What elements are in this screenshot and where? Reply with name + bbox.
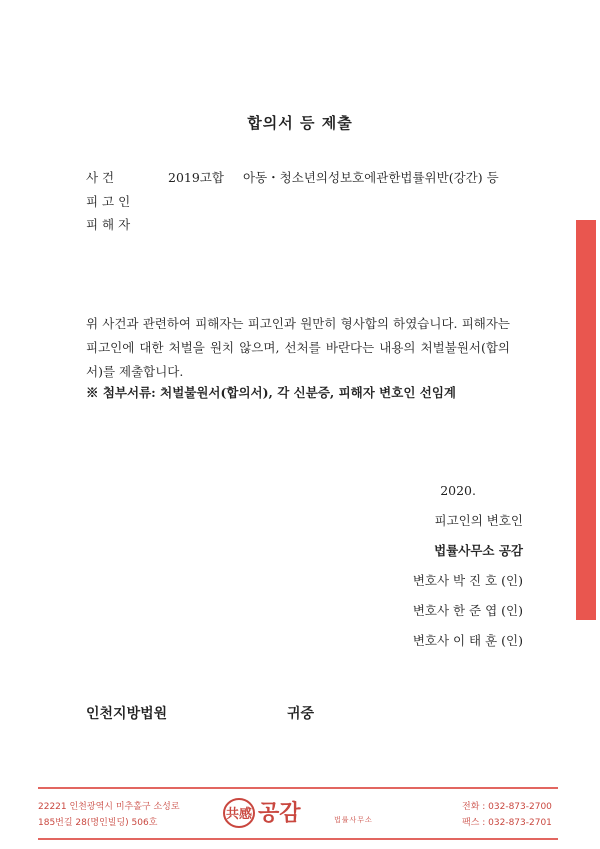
defendant-label: 피 고 인 — [86, 194, 131, 209]
attachment-list: ※ 첨부서류: 처벌불원서(합의서), 각 신분증, 피해자 변호인 선임계 — [86, 385, 456, 400]
lawyer-3: 변호사 이 태 훈 (인) — [412, 633, 523, 648]
court-name: 인천지방법원 — [86, 706, 168, 722]
fax-number: 팩스 : 032-873-2701 — [462, 818, 552, 828]
victim-label: 피 해 자 — [86, 217, 131, 232]
side-accent-bar — [576, 220, 596, 620]
address-line-2: 185번길 28(명인빌딩) 506호 — [38, 818, 158, 828]
footer-contact — [462, 799, 552, 831]
court-suffix: 귀중 — [287, 706, 315, 722]
firm-logo-sub: 법률사무소 — [334, 816, 373, 824]
address-line-1: 22221 인천광역시 미추홀구 소성로 — [38, 802, 180, 812]
footer-bottom-line — [38, 838, 558, 840]
firm-seal-icon — [222, 797, 256, 829]
phone-number: 전화 : 032-873-2700 — [462, 802, 552, 812]
counsel-title: 피고인의 변호인 — [434, 513, 523, 528]
footer-address — [38, 799, 180, 831]
case-number: 2019고합 — [168, 170, 224, 185]
firm-name: 법률사무소 공감 — [434, 543, 523, 558]
seal-text: 共感 — [225, 807, 253, 822]
firm-logo-text: 공감 — [258, 801, 301, 826]
case-label: 사 건 — [86, 170, 115, 185]
document-title: 합의서 등 제출 — [247, 114, 353, 132]
document-date: 2020. — [440, 483, 476, 498]
lawyer-1: 변호사 박 진 호 (인) — [412, 573, 523, 588]
case-name: 아동・청소년의성보호에관한법률위반(강간) 등 — [243, 170, 499, 185]
footer-top-line — [38, 787, 558, 789]
lawyer-2: 변호사 한 준 엽 (인) — [412, 603, 523, 618]
body-paragraph: 위 사건과 관련하여 피해자는 피고인과 원만히 형사합의 하였습니다. 피해자는 피고인에 대한 처벌을 원치 않으며, 선처를 바란다는 내용의 처벌불원서(합의서)를 제출합니다. — [86, 316, 510, 379]
